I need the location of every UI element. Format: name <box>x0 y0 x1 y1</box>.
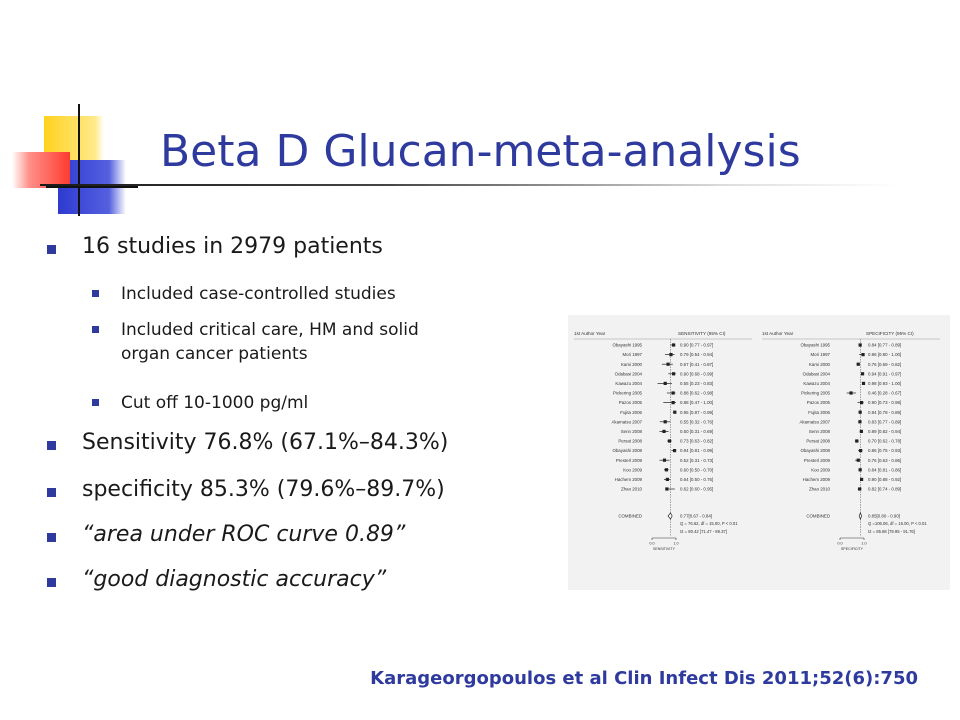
bullet-square-icon <box>47 578 56 587</box>
sub-bullet-patients: Included critical care, HM and solid organ cancer patients <box>121 318 419 366</box>
sensitivity-x-axis-label: SENSITIVITY <box>653 547 675 551</box>
specificity-study-label: Fujita 2006 <box>808 409 830 415</box>
specificity-point-estimate <box>860 430 863 433</box>
sensitivity-study-label: Pazos 2005 <box>618 400 642 406</box>
specificity-combined-ci-text: 0.85[0.80 - 0.90] <box>868 513 900 519</box>
specificity-ci-text: 0.96 [0.80 - 1.00] <box>868 352 902 358</box>
sensitivity-study-label: Persat 2008 <box>618 438 642 444</box>
forest-plots-svg <box>568 315 950 590</box>
sensitivity-ci-text: 0.67 [0.41 - 0.87] <box>680 361 714 367</box>
sensitivity-point-estimate <box>666 363 669 366</box>
sensitivity-q-text: Q = 76.62, df = 15.00, P < 0.01 <box>680 521 738 526</box>
specificity-study-label: Koo 2009 <box>811 467 830 473</box>
bullet-specificity: specificity 85.3% (79.6%–89.7%) <box>82 477 445 502</box>
specificity-study-label: Senn 2008 <box>808 429 830 434</box>
specificity-study-label: Pickering 2005 <box>800 390 830 396</box>
slide-title: Beta D Glucan-meta-analysis <box>160 126 801 177</box>
sensitivity-ci-text: 0.79 [0.54 - 0.94] <box>680 352 714 358</box>
specificity-header-label: 1st Author Year <box>762 331 794 336</box>
sensitivity-x-tick-label: 0.0 <box>649 541 655 546</box>
specificity-ci-text: 0.89 [0.82 - 0.94] <box>868 429 902 434</box>
specificity-ci-text: 0.86 [0.75 - 0.93] <box>868 448 902 454</box>
sensitivity-combined-ci-text: 0.77[0.67 - 0.84] <box>680 513 712 519</box>
specificity-study-label: Hachem 2009 <box>802 477 830 482</box>
specificity-study-label: Persat 2008 <box>806 438 830 444</box>
sensitivity-ci-text: 0.90 [0.77 - 0.97] <box>680 342 714 348</box>
bullet-sensitivity: Sensitivity 76.8% (67.1%–84.3%) <box>82 430 448 455</box>
specificity-header-stat: SPECIFICITY (95% CI) <box>866 331 914 336</box>
specificity-point-estimate <box>860 401 863 404</box>
bullet-accuracy: “good diagnostic accuracy” <box>82 567 386 592</box>
sensitivity-point-estimate <box>662 430 665 433</box>
specificity-point-estimate <box>857 363 860 366</box>
bullet-square-icon <box>92 326 99 333</box>
specificity-point-estimate <box>849 391 852 394</box>
sensitivity-i2-text: I2 = 80.42 [71.47 - 89.37] <box>680 529 727 534</box>
specificity-x-axis-label: SPECIFICITY <box>840 547 864 551</box>
sensitivity-study-label: Pickering 2005 <box>612 390 642 396</box>
specificity-point-estimate <box>859 468 862 471</box>
sensitivity-study-label: Mori 1997 <box>622 352 642 358</box>
specificity-ci-text: 0.76 [0.63 - 0.86] <box>868 457 902 463</box>
sensitivity-ci-text: 0.94 [0.81 - 0.99] <box>680 448 714 454</box>
sensitivity-ci-text: 0.88 [0.62 - 0.98] <box>680 390 714 396</box>
sensitivity-ci-text: 0.88 [0.47 - 1.00] <box>680 400 714 406</box>
specificity-ci-text: 0.82 [0.74 - 0.89] <box>868 486 902 492</box>
sensitivity-x-tick-label: 1.0 <box>673 541 679 546</box>
sensitivity-ci-text: 0.50 [0.31 - 0.69] <box>680 429 714 434</box>
sensitivity-point-estimate <box>666 478 669 481</box>
specificity-ci-text: 0.84 [0.81 - 0.86] <box>868 467 902 473</box>
specificity-x-tick-label: 0.0 <box>837 541 843 546</box>
specificity-x-tick-label: 1.0 <box>861 541 867 546</box>
sensitivity-ci-text: 0.55 [0.32 - 0.76] <box>680 419 714 425</box>
specificity-ci-text: 0.46 [0.28 - 0.67] <box>868 390 902 396</box>
specificity-point-estimate <box>858 420 861 423</box>
specificity-study-label: Zhao 2010 <box>809 486 830 492</box>
bullet-square-icon <box>47 488 56 497</box>
specificity-study-label: Kami 2000 <box>809 361 830 367</box>
specificity-study-label: Mori 1997 <box>810 352 830 358</box>
specificity-point-estimate <box>859 449 862 452</box>
sensitivity-study-label: Koo 2009 <box>623 467 642 473</box>
specificity-ci-text: 0.94 [0.91 - 0.97] <box>868 371 902 377</box>
sensitivity-ci-text: 0.90 [0.68 - 0.99] <box>680 371 714 377</box>
specificity-ci-text: 0.90 [0.88 - 0.92] <box>868 477 902 482</box>
sensitivity-ci-text: 0.55 [0.23 - 0.83] <box>680 381 714 386</box>
sensitivity-point-estimate <box>663 459 666 462</box>
specificity-point-estimate <box>861 353 864 356</box>
sensitivity-point-estimate <box>673 411 676 414</box>
sensitivity-ci-text: 0.62 [0.60 - 0.95] <box>680 486 714 492</box>
sensitivity-study-label: Akamatsu 2007 <box>611 419 642 425</box>
sensitivity-point-estimate <box>664 382 667 385</box>
specificity-point-estimate <box>855 439 858 442</box>
sub-bullet-cutoff: Cut off 10-1000 pg/ml <box>121 391 308 415</box>
sub-bullet-case-controlled: Included case-controlled studies <box>121 282 396 306</box>
bullet-square-icon <box>47 441 56 450</box>
specificity-study-label: Odabasi 2004 <box>802 371 830 377</box>
sensitivity-ci-text: 0.52 [0.31 - 0.73] <box>680 457 714 463</box>
sensitivity-ci-text: 0.64 [0.50 - 0.76] <box>680 477 714 482</box>
sensitivity-header-stat: SENSITIVITY (95% CI) <box>678 331 726 336</box>
bullet-studies: 16 studies in 2979 patients <box>82 234 383 259</box>
specificity-study-label: Kawazu 2004 <box>803 381 830 386</box>
specificity-ci-text: 0.84 [0.77 - 0.89] <box>868 342 902 348</box>
specificity-point-estimate <box>859 343 862 346</box>
sensitivity-point-estimate <box>664 420 667 423</box>
specificity-ci-text: 0.98 [0.93 - 1.00] <box>868 381 902 386</box>
sensitivity-point-estimate <box>669 353 672 356</box>
specificity-point-estimate <box>857 459 860 462</box>
specificity-q-text: Q =106.06, df = 15.00, P < 0.01 <box>868 521 927 526</box>
specificity-ci-text: 0.83 [0.77 - 0.89] <box>868 419 902 425</box>
sensitivity-study-label: Odabasi 2004 <box>614 371 642 377</box>
specificity-point-estimate <box>862 382 865 385</box>
sensitivity-study-label: Kami 2000 <box>621 361 642 367</box>
sensitivity-study-label: Senn 2008 <box>620 429 642 434</box>
specificity-study-label: Presterl 2009 <box>803 457 830 463</box>
specificity-ci-text: 0.84 [0.78 - 0.89] <box>868 409 902 415</box>
sensitivity-study-label: Hachem 2009 <box>614 477 642 482</box>
sensitivity-point-estimate <box>665 468 668 471</box>
citation: Karageorgopoulos et al Clin Infect Dis 2011;52(6):750 <box>370 668 918 689</box>
sensitivity-study-label: Obayashi 2008 <box>612 448 642 454</box>
sensitivity-ci-text: 0.95 [0.87 - 0.99] <box>680 409 714 415</box>
sensitivity-point-estimate <box>665 487 668 490</box>
specificity-point-estimate <box>860 478 863 481</box>
sensitivity-point-estimate <box>672 372 675 375</box>
sensitivity-point-estimate <box>672 401 675 404</box>
sensitivity-ci-text: 0.60 [0.50 - 0.70] <box>680 467 714 473</box>
sensitivity-point-estimate <box>673 449 676 452</box>
sensitivity-study-label: Fujita 2006 <box>620 409 642 415</box>
specificity-study-label: Obayashi 1995 <box>800 342 830 348</box>
specificity-point-estimate <box>861 372 864 375</box>
specificity-ci-text: 0.76 [0.69 - 0.82] <box>868 361 902 367</box>
sensitivity-study-label: Obayashi 1995 <box>612 342 642 348</box>
bullet-square-icon <box>92 399 99 406</box>
sensitivity-header-label: 1st Author Year <box>574 331 606 336</box>
sensitivity-point-estimate <box>672 343 675 346</box>
specificity-point-estimate <box>858 487 861 490</box>
bullet-square-icon <box>47 533 56 542</box>
bullet-square-icon <box>92 290 99 297</box>
sensitivity-point-estimate <box>668 439 671 442</box>
forest-plot-figure <box>568 315 950 590</box>
sensitivity-point-estimate <box>672 391 675 394</box>
bullet-square-icon <box>47 245 56 254</box>
specificity-combined-label: COMBINED <box>806 513 830 519</box>
specificity-study-label: Pazos 2005 <box>806 400 830 406</box>
specificity-ci-text: 0.70 [0.62 - 0.78] <box>868 438 902 444</box>
specificity-point-estimate <box>859 411 862 414</box>
specificity-study-label: Obayashi 2008 <box>800 448 830 454</box>
sensitivity-ci-text: 0.73 [0.63 - 0.82] <box>680 438 714 444</box>
specificity-combined-diamond <box>859 513 861 519</box>
specificity-study-label: Akamatsu 2007 <box>799 419 830 425</box>
sensitivity-study-label: Presterl 2009 <box>615 457 642 463</box>
specificity-i2-text: I2 = 85.86 [79.95 - 91.76] <box>868 529 915 534</box>
bullet-roc: “area under ROC curve 0.89” <box>82 522 405 547</box>
sensitivity-combined-label: COMBINED <box>618 513 642 519</box>
sensitivity-study-label: Kawazu 2004 <box>615 381 642 386</box>
sensitivity-study-label: Zhao 2010 <box>621 486 642 492</box>
specificity-ci-text: 0.90 [0.73 - 0.98] <box>868 400 902 406</box>
sensitivity-combined-diamond <box>668 513 672 519</box>
